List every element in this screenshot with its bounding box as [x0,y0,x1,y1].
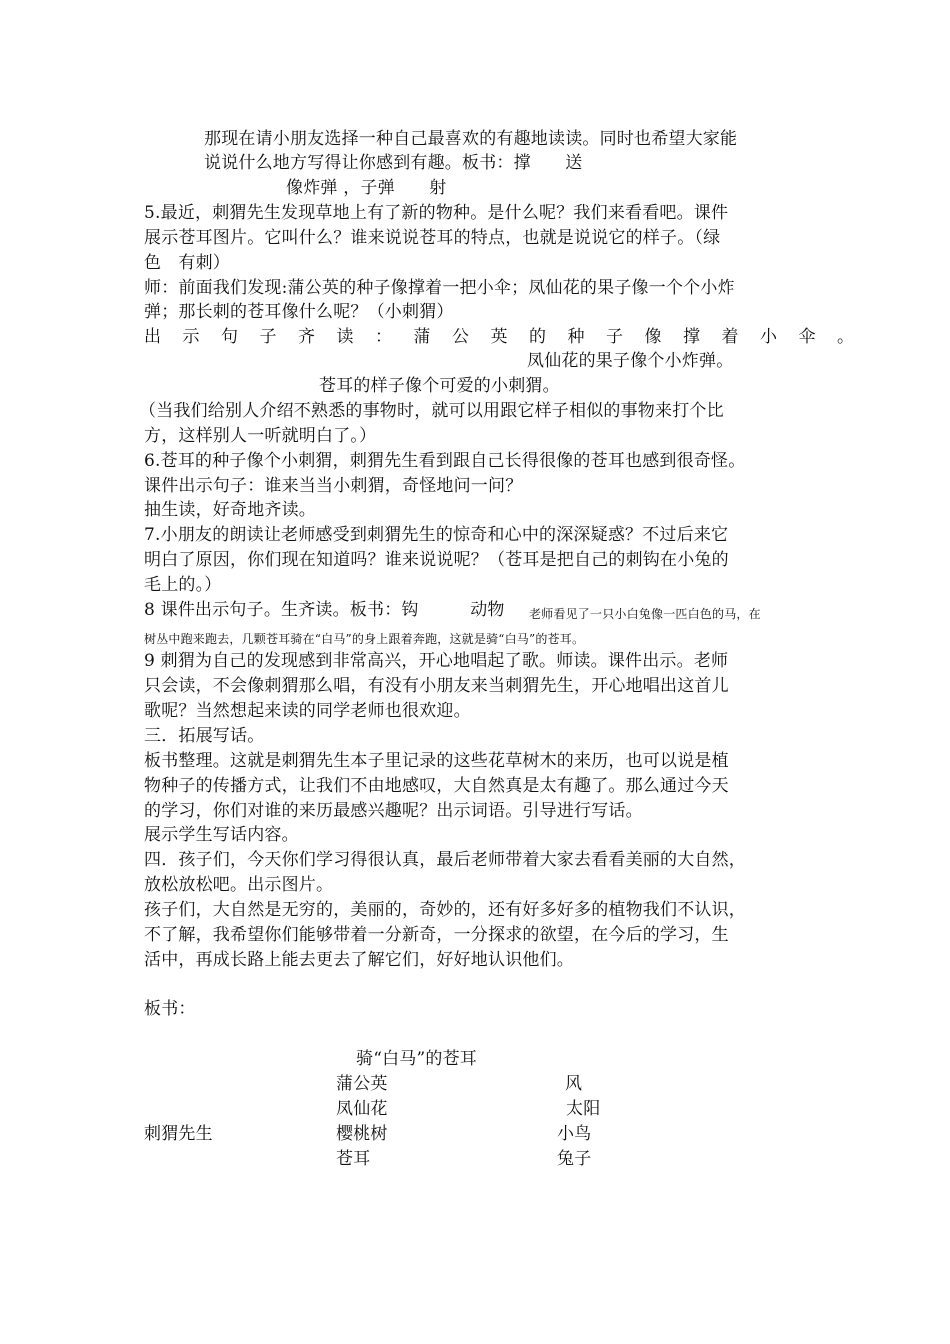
board-title: 骑“白马”的苍耳 [356,1049,477,1069]
section-heading: 三．拓展写话。 [144,726,265,746]
board-plant: 凤仙花 [336,1099,388,1119]
board-plant: 樱桃树 [336,1124,388,1144]
paragraph-line: 明白了原因，你们现在知道吗？谁来说说呢？（苍耳是把自己的刺钩在小兔的 [144,550,729,570]
board-carrier: 太阳 [566,1099,601,1119]
paragraph-line: 孩子们，大自然是无穷的，美丽的，奇妙的，还有好多好多的植物我们不认识， [144,900,746,920]
paragraph-line: 像炸弹 ，子弹 射 [286,178,447,198]
paragraph-line: 方，这样别人一听就明白了。） [144,426,377,446]
board-carrier: 小鸟 [557,1124,592,1144]
board-plant: 蒲公英 [336,1074,388,1094]
paragraph-line: 展示苍耳图片。它叫什么？谁来说说苍耳的特点，也就是说说它的样子。（绿 [144,228,721,248]
paragraph-line-small: 树丛中跑来跑去，几颗苍耳骑在“白马”的身上跟着奔跑，这就是骑“白马”的苍耳。 [144,632,585,646]
board-label: 板书： [144,999,196,1019]
paragraph-line: 色 有刺） [144,253,230,273]
paragraph-line: 那现在请小朋友选择一种自己最喜欢的有趣地读读。同时也希望大家能 [204,129,738,149]
paragraph-line: 活中，再成长路上能去更去了解它们，好好地认识他们。 [144,950,574,970]
paragraph-line: 抽生读，好奇地齐读。 [144,500,316,520]
paragraph-line: 课件出示句子：谁来当当小刺猬，奇怪地问一问？ [144,476,523,496]
paragraph-line: 物种子的传播方式，让我们不由地感叹，大自然真是太有趣了。那么通过今天 [144,776,729,796]
board-left-label: 刺猬先生 [144,1124,213,1144]
paragraph-line: 不了解，我希望你们能够带着一分新奇，一分探求的欲望，在今后的学习，生 [144,925,729,945]
paragraph-line: 8 课件出示句子。生齐读。板书：钩 动物 [144,600,505,620]
paragraph-line: 出示句子齐读：蒲公英的种子像撑着小伞。 [144,327,876,347]
board-plant: 苍耳 [336,1149,371,1169]
section-heading: 四．孩子们，今天你们学习得很认真，最后老师带着大家去看看美丽的大自然， [144,850,746,870]
paragraph-line: 板书整理。这就是刺猬先生本子里记录的这些花草树木的来历，也可以说是植 [144,751,729,771]
paragraph-line: 放松放松吧。出示图片。 [144,875,334,895]
paragraph-line: 5.最近，刺猬先生发现草地上有了新的物种。是什么呢？我们来看看吧。课件 [144,203,729,223]
paragraph-line: 凤仙花的果子像个小炸弹。 [527,351,734,371]
paragraph-line: 展示学生写话内容。 [144,825,299,845]
paragraph-line: 歌呢？当然想起来读的同学老师也很欢迎。 [144,701,471,721]
paragraph-line: 弹；那长刺的苍耳像什么呢？（小刺猬） [144,302,454,322]
board-carrier: 兔子 [557,1149,592,1169]
board-carrier: 风 [565,1074,583,1094]
paragraph-line: 毛上的。） [144,575,222,595]
paragraph-line: 只会读，不会像刺猬那么唱，有没有小朋友来当刺猬先生，开心地唱出这首儿 [144,676,729,696]
paragraph-line: 师：前面我们发现:蒲公英的种子像撑着一把小伞；凤仙花的果子像一个个小炸 [144,278,735,298]
paragraph-line: 9 刺猬为自己的发现感到非常高兴，开心地唱起了歌。师读。课件出示。老师 [144,651,729,671]
paragraph-line: 苍耳的样子像个可爱的小刺猬。 [319,376,560,396]
paragraph-line: 的学习，你们对谁的来历最感兴趣呢？出示词语。引导进行写话。 [144,801,643,821]
paragraph-line: 说说什么地方写得让你感到有趣。板书：撑 送 [204,153,583,173]
paragraph-line: 7.小朋友的朗读让老师感受到刺猬先生的惊奇和心中的深深疑惑？不过后来它 [144,525,729,545]
paragraph-line: （当我们给别人介绍不熟悉的事物时，就可以用跟它样子相似的事物来打个比 [139,401,724,421]
paragraph-line-small: 老师看见了一只小白兔像一匹白色的马，在 [529,607,761,621]
paragraph-line: 6.苍耳的种子像个小刺猬，刺猬先生看到跟自己长得很像的苍耳也感到很奇怪。 [144,451,746,471]
